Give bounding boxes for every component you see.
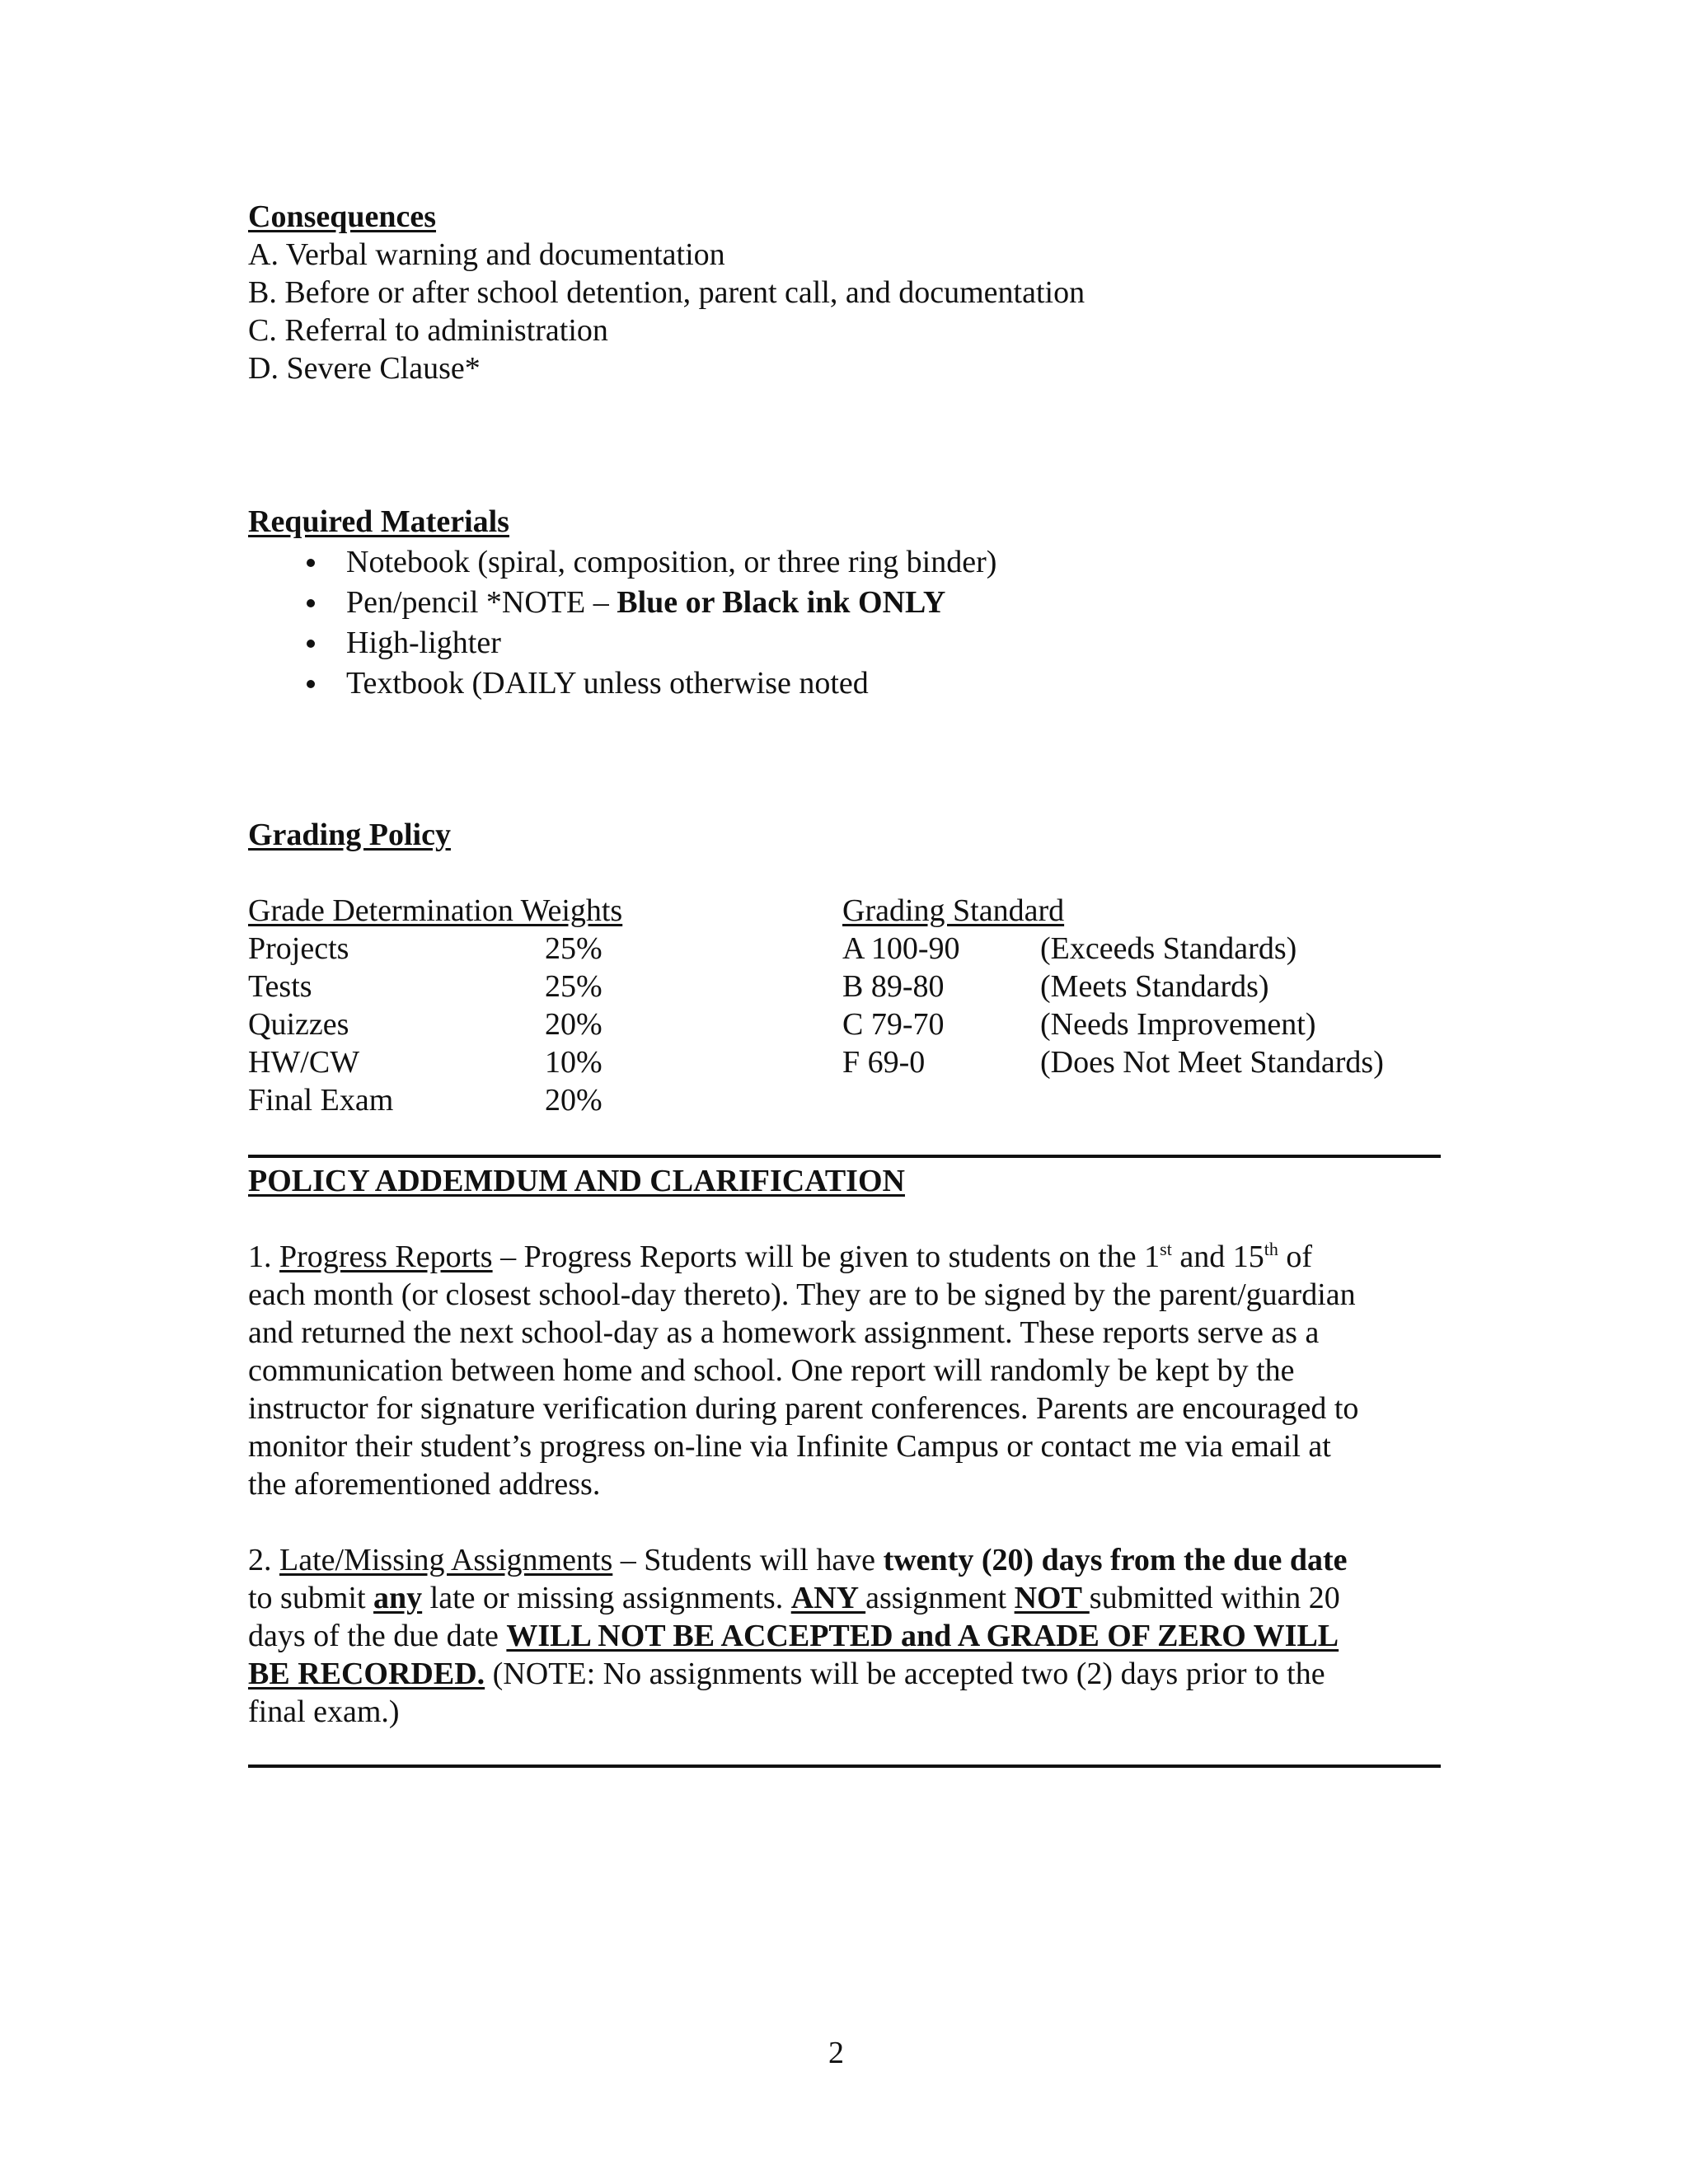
section-divider: [248, 1765, 1441, 1768]
paragraph-emphasis: BE RECORDED.: [248, 1657, 485, 1691]
standard-grade: C 79-70: [842, 1007, 945, 1042]
paragraph-text: days of the due date: [248, 1619, 507, 1653]
page-number: 2: [828, 2036, 844, 2070]
paragraph-line: each month (or closest school-day thereto). They are to be signed by the parent/guardian: [248, 1277, 1356, 1312]
paragraph-line: [248, 1238, 1441, 1276]
late-assignments-paragraph: [248, 1541, 1441, 1731]
bullet-icon: [307, 599, 315, 607]
paragraph-label: Late/Missing Assignments: [279, 1543, 613, 1577]
paragraph-emphasis: WILL NOT BE ACCEPTED and A GRADE OF ZERO WILL: [506, 1619, 1339, 1653]
consequence-item: D. Severe Clause*: [248, 351, 481, 386]
bullet-icon: [307, 559, 315, 567]
paragraph-text: to submit: [248, 1581, 374, 1615]
weight-name: Final Exam: [248, 1083, 394, 1118]
paragraph-text: of: [1278, 1240, 1312, 1274]
paragraph-number: 2.: [248, 1543, 279, 1577]
weight-value: 20%: [545, 1083, 603, 1118]
weight-name: Tests: [248, 969, 312, 1004]
paragraph-text: – Progress Reports will be given to students on the 1: [492, 1240, 1160, 1274]
material-item: [346, 583, 945, 621]
paragraph-emphasis: twenty (20) days from the due date: [883, 1543, 1348, 1577]
paragraph-line: the aforementioned address.: [248, 1467, 601, 1502]
materials-heading: Required Materials: [248, 504, 509, 539]
standard-desc: (Needs Improvement): [1040, 1007, 1316, 1042]
grading-heading: Grading Policy: [248, 818, 451, 852]
weight-value: 25%: [545, 931, 603, 966]
standard-grade: B 89-80: [842, 969, 945, 1004]
paragraph-text: (NOTE: No assignments will be accepted two (2) days prior to the: [485, 1657, 1325, 1691]
paragraph-line: final exam.): [248, 1694, 400, 1729]
paragraph-text: late or missing assignments.: [422, 1581, 791, 1615]
standard-desc: (Does Not Meet Standards): [1040, 1045, 1384, 1080]
weight-name: Projects: [248, 931, 349, 966]
consequence-item: C. Referral to administration: [248, 313, 608, 348]
consequences-heading: Consequences: [248, 199, 437, 234]
paragraph-text: and 15: [1171, 1240, 1264, 1274]
standard-grade: A 100-90: [842, 931, 960, 966]
superscript: th: [1264, 1239, 1278, 1259]
progress-reports-paragraph: [248, 1238, 1441, 1503]
paragraph-text: – Students will have: [612, 1543, 884, 1577]
material-item: Notebook (spiral, composition, or three ring binder): [346, 545, 997, 579]
superscript: st: [1160, 1239, 1172, 1259]
paragraph-text: assignment: [865, 1581, 1015, 1615]
paragraph-emphasis: NOT: [1014, 1581, 1090, 1615]
paragraph-emphasis: ANY: [790, 1581, 866, 1615]
paragraph-number: 1.: [248, 1240, 279, 1274]
consequence-item: A. Verbal warning and documentation: [248, 237, 725, 272]
paragraph-line: and returned the next school-day as a homework assignment. These reports serve as a: [248, 1315, 1320, 1350]
addendum-heading: POLICY ADDEMDUM AND CLARIFICATION: [248, 1164, 905, 1198]
weight-value: 25%: [545, 969, 603, 1004]
paragraph-line: instructor for signature verification during parent conferences. Parents are encouraged to: [248, 1391, 1359, 1426]
standard-header: Grading Standard: [842, 893, 1065, 928]
weight-name: HW/CW: [248, 1045, 360, 1080]
weight-value: 10%: [545, 1045, 603, 1080]
paragraph-line: [248, 1655, 1441, 1693]
weight-name: Quizzes: [248, 1007, 349, 1042]
bullet-icon: [307, 680, 315, 688]
consequence-item: B. Before or after school detention, parent call, and documentation: [248, 275, 1085, 310]
standard-desc: (Exceeds Standards): [1040, 931, 1297, 966]
material-item: Textbook (DAILY unless otherwise noted: [346, 666, 869, 701]
standard-desc: (Meets Standards): [1040, 969, 1269, 1004]
material-item: High-lighter: [346, 626, 501, 660]
paragraph-line: [248, 1541, 1441, 1579]
paragraph-line: [248, 1579, 1441, 1617]
paragraph-emphasis: any: [373, 1581, 423, 1615]
bullet-icon: [307, 640, 315, 648]
material-item-emphasis: Blue or Black ink ONLY: [617, 585, 946, 620]
paragraph-line: monitor their student’s progress on-line via Infinite Campus or contact me via email at: [248, 1429, 1331, 1464]
paragraph-line: communication between home and school. One report will randomly be kept by the: [248, 1353, 1295, 1388]
weight-value: 20%: [545, 1007, 603, 1042]
section-divider: [248, 1155, 1441, 1158]
standard-grade: F 69-0: [842, 1045, 926, 1080]
paragraph-text: submitted within 20: [1089, 1581, 1340, 1615]
material-item-text: Pen/pencil *NOTE –: [346, 585, 617, 620]
paragraph-line: [248, 1617, 1441, 1655]
paragraph-label: Progress Reports: [279, 1240, 493, 1274]
weights-header: Grade Determination Weights: [248, 893, 623, 928]
